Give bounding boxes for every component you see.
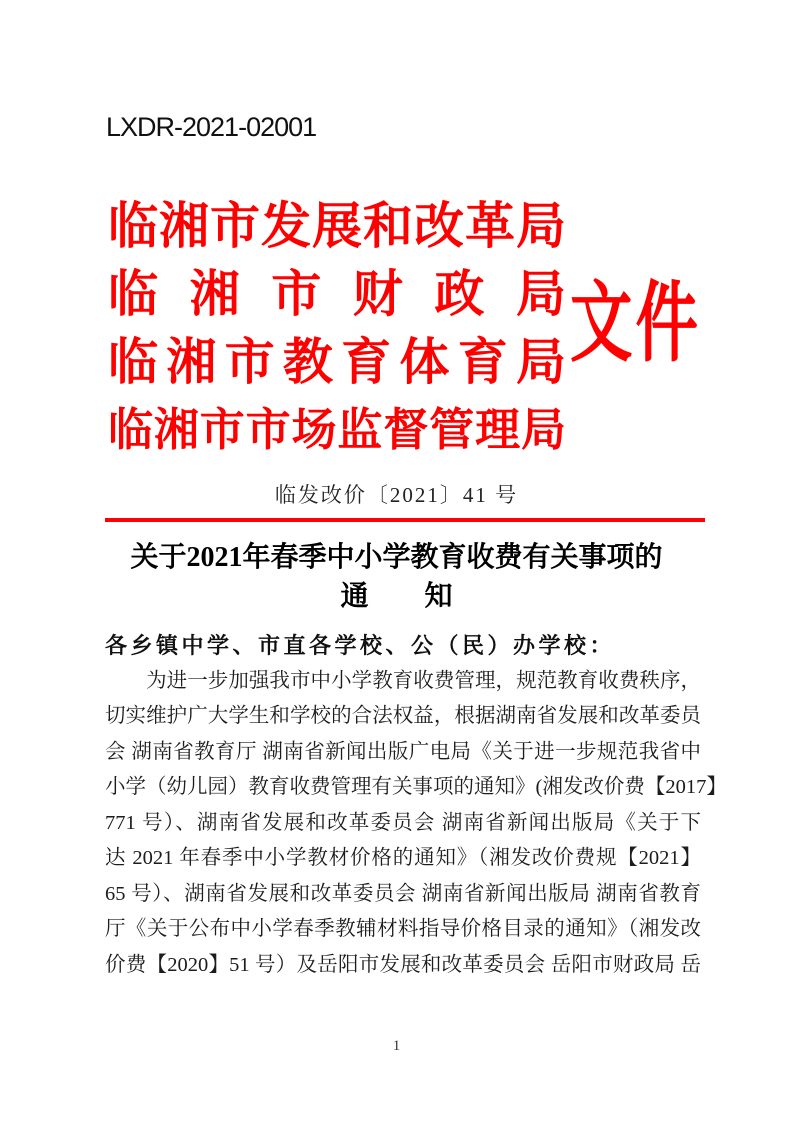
doc-number: 临发改价〔2021〕41 号 xyxy=(274,483,519,507)
body-line: 厅《关于公布中小学春季教辅材料指导价格目录的通知》（湘发改 xyxy=(105,918,701,940)
red-header xyxy=(105,192,705,464)
bureau-name-development-reform: 临湘市发展和改革局 xyxy=(108,198,566,254)
bureau-name-education-sports: 临湘市教育体育局 xyxy=(108,334,566,390)
title-line1: 关于2021年春季中小学教育收费有关事项的 xyxy=(130,542,663,573)
body-line: 771 号）、湖南省发展和改革委员会 湖南省新闻出版局《关于下 xyxy=(105,811,701,834)
bureau-name-market-supervision: 临湘市市场监督管理局 xyxy=(108,405,566,455)
document-body xyxy=(105,628,727,983)
salutation: 各乡镇中学、市直各学校、公（民）办学校： xyxy=(105,633,616,658)
title-line2: 通 知 xyxy=(340,581,453,612)
body-line: 价费【2020】51 号）及岳阳市发展和改革委员会 岳阳市财政局 岳 xyxy=(105,953,701,976)
body-line: 切实维护广大学生和学校的合法权益，根据湖南省发展和改革委员 xyxy=(105,705,701,727)
red-divider xyxy=(105,518,705,522)
issuing-bureaus xyxy=(108,192,566,464)
bureau-name-finance: 临湘市财政局 xyxy=(108,266,566,322)
page-number: 1 xyxy=(392,1038,401,1054)
document-word-mark: 文件 xyxy=(569,275,702,373)
body-line: 小学（幼儿园）教育收费管理有关事项的通知》(湘发改价费【2017】 xyxy=(105,776,727,798)
body-line: 达 2021 年春季中小学教材价格的通知》（湘发改价费规【2021】 xyxy=(105,847,701,869)
body-line: 65 号）、湖南省发展和改革委员会 湖南省新闻出版局 湖南省教育 xyxy=(105,882,701,905)
body-line: 会 湖南省教育厅 湖南省新闻出版广电局《关于进一步规范我省中 xyxy=(105,740,701,763)
doc-code: LXDR-2021-02001 xyxy=(106,112,317,142)
body-line: 为进一步加强我市中小学教育收费管理，规范教育收费秩序， xyxy=(105,669,701,692)
